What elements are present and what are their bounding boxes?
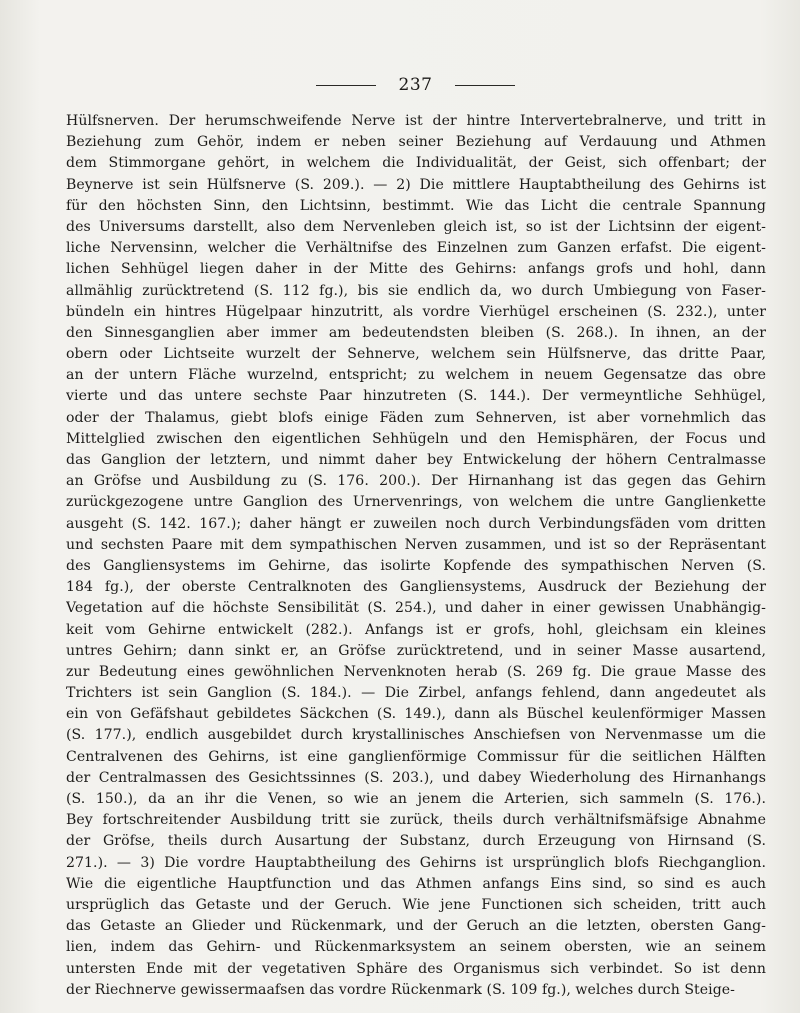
text-line: an der untern Fläche wurzelnd, entspricht; zu welchem in neuem Gegensatze das obre <box>66 367 766 384</box>
text-line: des Gangliensystems im Gehirne, das isolirte Kopfende des sympathischen Nerven (S. <box>66 557 766 574</box>
text-line: ausgeht (S. 142. 167.); daher hängt er zuweilen noch durch Verbindungsfäden vom dritten <box>66 515 766 532</box>
text-line: Beynerve ist sein Hülfsnerve (S. 209.). — 2) Die mittlere Hauptabtheilung des Gehirns ist <box>66 176 766 193</box>
text-line: untersten Ende mit der vegetativen Sphäre des Organismus sich verbindet. So ist denn <box>66 960 766 977</box>
page-number: 237 <box>398 75 433 95</box>
text-line: das Getaste an Glieder und Rückenmark, und der Geruch an die letzten, obersten Gang- <box>66 918 766 935</box>
text-line: lien, indem das Gehirn- und Rückenmarksystem an seinem obersten, wie an seinem <box>66 939 766 956</box>
header-rule-left <box>316 85 376 86</box>
text-line: keit vom Gehirne entwickelt (282.). Anfangs ist er grofs, hohl, gleichsam ein kleines <box>66 621 766 638</box>
header-rule-right <box>455 85 515 86</box>
text-line: Centralvenen des Gehirns, ist eine ganglienförmige Commissur für die seitlichen Hälften <box>66 748 766 765</box>
text-line: 271.). — 3) Die vordre Hauptabtheilung des Gehirns ist ursprünglich blofs Riechganglion. <box>66 854 766 871</box>
page-header <box>0 74 800 98</box>
text-line: der Gröfse, theils durch Ausartung der Substanz, durch Erzeugung von Hirnsand (S. <box>66 833 766 850</box>
text-line: oder der Thalamus, giebt blofs einige Fäden zum Sehnerven, ist aber vornehmlich das <box>66 409 766 426</box>
text-line: das Ganglion der letztern, und nimmt daher bey Entwickelung der höhern Centralmasse <box>66 452 766 468</box>
text-line: bündeln ein hintres Hügelpaar hinzutritt, als vordre Vierhügel erscheinen (S. 232.), unter <box>66 303 766 320</box>
text-line: den Sinnesganglien aber immer am bedeutendsten bleiben (S. 268.). In ihnen, an der <box>66 324 766 341</box>
body-text <box>66 111 766 1001</box>
text-line: zur Bedeutung eines gewöhnlichen Nervenknoten herab (S. 269 fg. Die graue Masse des <box>66 663 766 680</box>
text-line: vierte und das untere sechste Paar hinzutreten (S. 144.). Der vermeyntliche Sehhügel, <box>66 388 766 405</box>
text-line: dem Stimmorgane gehört, in welchem die Individualität, der Geist, sich offenbart; der <box>66 155 766 172</box>
text-line: Beziehung zum Gehör, indem er neben seiner Beziehung auf Verdauung und Athmen <box>66 134 766 151</box>
text-line: Wie die eigentliche Hauptfunction und das Athmen anfangs Eins sind, so sind es auch <box>66 875 766 892</box>
text-line: liche Nervensinn, welcher die Verhältnifse des Einzelnen zum Ganzen erfafst. Die eigent- <box>66 240 766 257</box>
text-line: (S. 150.), da an ihr die Venen, so wie an jenem die Arterien, sich sammeln (S. 176.). <box>66 791 766 807</box>
text-line: Vegetation auf die höchste Sensibilität (S. 254.), und daher in einer gewissen Unabhängig- <box>66 600 766 617</box>
text-line: an Gröfse und Ausbildung zu (S. 176. 200.). Der Hirnanhang ist das gegen das Gehirn <box>66 473 766 490</box>
text-line: allmählig zurücktretend (S. 112 fg.), bis sie endlich da, wo durch Umbiegung von Faser- <box>66 282 766 299</box>
text-line: Trichters ist sein Ganglion (S. 184.). — Die Zirbel, anfangs fehlend, dann angedeutet als <box>66 685 766 702</box>
text-line: ursprüglich das Getaste und der Geruch. Wie jene Functionen sich scheiden, tritt auch <box>66 896 766 913</box>
text-line: des Universums darstellt, also dem Nervenleben gleich ist, so ist der Lichtsinn der eigent- <box>66 218 766 235</box>
text-line: 184 fg.), der oberste Centralknoten des Gangliensystems, Ausdruck der Beziehung der <box>66 579 766 596</box>
text-line: ein von Gefäfshaut gebildetes Säckchen (S. 149.), dann als Büschel keulenförmiger Massen <box>66 706 766 723</box>
text-line: untres Gehirn; dann sinkt er, an Gröfse zurücktretend, und in seiner Masse ausartend, <box>66 642 766 659</box>
text-line: (S. 177.), endlich ausgebildet durch krystallinisches Anschiefsen von Nervenmasse um die <box>66 727 766 744</box>
text-line: zurückgezogene untre Ganglion des Urnervenrings, von welchem die untre Ganglienkette <box>66 494 766 511</box>
text-line: der Riechnerve gewissermaafsen das vordre Rückenmark (S. 109 fg.), welches durch Steige- <box>66 981 735 998</box>
text-line: für den höchsten Sinn, den Lichtsinn, bestimmt. Wie das Licht die centrale Spannung <box>66 197 766 214</box>
text-line: lichen Sehhügel liegen daher in der Mitte des Gehirns: anfangs grofs und hohl, dann <box>66 261 766 278</box>
text-line: obern oder Lichtseite wurzelt der Sehnerve, welchem sein Hülfsnerve, das dritte Paar, <box>66 346 766 363</box>
text-line: Mittelglied zwischen den eigentlichen Sehhügeln und den Hemisphären, der Focus und <box>66 430 766 447</box>
text-line: der Centralmassen des Gesichtssinnes (S. 203.), und dabey Wiederholung des Hirnanhangs <box>66 769 766 786</box>
text-line: Hülfsnerven. Der herumschweifende Nerve ist der hintre Intervertebralnerve, und tritt in <box>66 113 766 129</box>
text-line: und sechsten Paare mit dem sympathischen Nerven zusammen, und ist so der Repräsentant <box>66 536 766 553</box>
text-line: Bey fortschreitender Ausbildung tritt sie zurück, theils durch verhältnifsmäfsige Abnahme <box>66 812 766 829</box>
